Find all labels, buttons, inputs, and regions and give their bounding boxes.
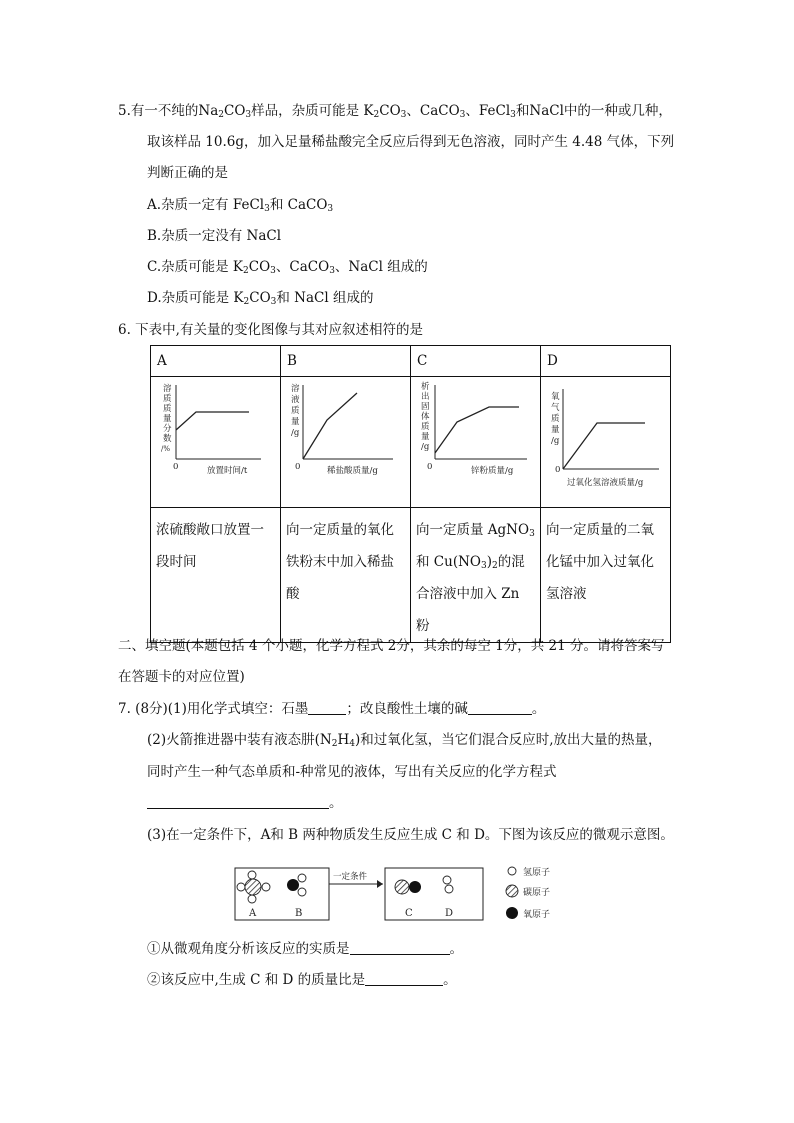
hydrogen-atom xyxy=(237,883,245,891)
graph-c-ylabel: 析 xyxy=(421,382,430,392)
q6-header-c: C xyxy=(411,346,541,377)
q5-option-a: A.杂质一定有 FeCl$_3$和 CaCO$_3$ xyxy=(147,197,334,214)
hydrogen-atom xyxy=(445,885,453,893)
graph-c-ylabel: 体 xyxy=(421,412,430,422)
graph-c-ylabel: 出 xyxy=(421,392,430,402)
q6-graph-b xyxy=(281,377,411,508)
graph-c-ylabel: 固 xyxy=(421,402,430,412)
graph-b-xlabel: 稀盐酸质量/g xyxy=(327,466,378,476)
q5-stem-line3: 判断正确的是 xyxy=(147,165,228,181)
graph-a-ylabel: 量 xyxy=(163,414,172,424)
legend-hydrogen-label: 氢原子 xyxy=(523,868,551,878)
q6-header-a: A xyxy=(151,346,281,377)
q6-graph-c xyxy=(411,377,541,508)
graph-a-ylabel: 质 xyxy=(163,404,172,414)
q6-desc-c: 向一定质量 AgNO$_3$和 $Cu(NO_3)_2$的混合溶液中加入 Zn 粉 xyxy=(411,508,541,643)
legend-oxygen-icon xyxy=(506,907,518,919)
graph-b-ylabel: 溶 xyxy=(291,384,300,394)
oxygen-atom xyxy=(287,879,299,891)
section2-heading-line2: 在答题卡的对应位置) xyxy=(118,669,245,685)
molecule-label-c: C xyxy=(405,908,413,919)
hydrogen-atom xyxy=(248,871,256,879)
q7-sub1: ①从微观角度分析该反应的实质是 。 xyxy=(147,941,463,957)
graph-a-curve xyxy=(176,412,249,430)
graph-b-svg xyxy=(281,377,410,503)
graph-a-svg xyxy=(151,377,280,503)
reaction-diagram xyxy=(225,860,585,928)
q7-line1: 7. (8分)(1)用化学式填空：石墨 ；改良酸性土壤的碱 。 xyxy=(118,701,546,717)
q6-graph-d xyxy=(541,377,671,508)
q6-header-b: B xyxy=(281,346,411,377)
molecule-label-d: D xyxy=(445,908,454,919)
carbon-atom xyxy=(245,879,261,895)
hydrogen-atom xyxy=(248,895,256,903)
q6-desc-a: 浓硫酸敞口放置一段时间 xyxy=(151,508,281,643)
molecule-label-b: B xyxy=(295,908,303,919)
graph-d-origin: 0 xyxy=(555,465,561,475)
q7-sub2: ②该反应中,生成 C 和 D 的质量比是 。 xyxy=(147,972,457,988)
graph-a-xlabel: 放置时间/t xyxy=(207,466,248,476)
q5-option-d: D.杂质可能是 $K_2CO_3$和 NaCl 组成的 xyxy=(147,290,374,307)
graph-c-ylabel: /g xyxy=(421,442,430,452)
q7-part3-stem: (3)在一定条件下，A和 B 两种物质发生反应生成 C 和 D。下图为该反应的微观示意图。 xyxy=(147,827,674,843)
reaction-condition: 一定条件 xyxy=(333,872,368,882)
section2-heading-line1: 二、填空题(本题包括 4 个小题，化学方程式 2分，其余的每空 1分，共 21 分。请将答案写 xyxy=(118,638,665,654)
graph-a-origin: 0 xyxy=(173,462,179,472)
graph-d-ylabel: 气 xyxy=(551,403,560,413)
answer-blank-base[interactable] xyxy=(468,701,532,715)
q7-part2-line2: 同时产生一种气态单质和-种常见的液体，写出有关反应的化学方程式 xyxy=(147,764,557,780)
graph-c-ylabel: 量 xyxy=(421,432,430,442)
graph-b-curve xyxy=(303,393,357,459)
graph-a-ylabel: /% xyxy=(161,445,171,453)
graph-c-xlabel: 锌粉质量/g xyxy=(471,466,514,476)
graph-b-origin: 0 xyxy=(295,462,301,472)
q6-graph-a xyxy=(151,377,281,508)
graph-d-ylabel: 氧 xyxy=(551,392,560,402)
graph-c-svg xyxy=(411,377,540,503)
graph-a-ylabel: 质 xyxy=(163,394,172,404)
answer-blank-essence[interactable] xyxy=(350,941,450,955)
graph-b-ylabel: /g xyxy=(291,428,300,438)
carbon-atom xyxy=(395,880,409,894)
answer-blank-graphite[interactable] xyxy=(308,701,346,715)
q6-desc-d: 向一定质量的二氧化锰中加入过氧化氢溶液 xyxy=(541,508,671,643)
q5-stem-line1: 5.有一不纯的$Na_2CO_3$样品，杂质可能是 $K_2CO_3$、CaCO$_3$、FeCl$_3$和NaCl中的一种或几种， xyxy=(118,103,672,120)
q5-option-c: C.杂质可能是 $K_2CO_3$、CaCO$_3$、NaCl 组成的 xyxy=(147,259,428,276)
graph-d-ylabel: /g xyxy=(551,436,560,446)
graph-d-xlabel: 过氧化氢溶液质量/g xyxy=(567,478,644,488)
hydrogen-atom xyxy=(298,874,306,882)
graph-b-ylabel: 液 xyxy=(291,395,300,405)
q6-table xyxy=(150,345,671,643)
oxygen-atom xyxy=(409,881,421,893)
graph-d-curve xyxy=(563,423,645,469)
legend-oxygen-label: 氧原子 xyxy=(523,910,551,920)
graph-c-curve xyxy=(435,407,519,453)
hydrogen-atom xyxy=(443,876,451,884)
legend-hydrogen-icon xyxy=(508,867,516,875)
graph-d-ylabel: 质 xyxy=(551,414,560,424)
hydrogen-atom xyxy=(298,888,306,896)
answer-blank-equation[interactable] xyxy=(147,795,329,809)
graph-d-ylabel: 量 xyxy=(551,425,560,435)
q7-part2-line1: (2)火箭推进器中装有液态肼$(N_2H_4)$和过氧化氢，当它们混合反应时,放出大量的热量， xyxy=(147,732,662,749)
q6-header-d: D xyxy=(541,346,671,377)
legend-carbon-label: 碳原子 xyxy=(523,888,551,898)
q5-option-b: B.杂质一定没有 NaCl xyxy=(147,228,282,244)
molecule-label-a: A xyxy=(249,908,257,919)
arrow-head xyxy=(377,880,383,888)
graph-a-ylabel: 溶 xyxy=(163,384,172,394)
graph-b-ylabel: 量 xyxy=(291,417,300,427)
graph-a-ylabel: 数 xyxy=(163,434,172,444)
hydrogen-atom xyxy=(262,883,270,891)
q7-part2-line3: 。 xyxy=(147,793,343,813)
graph-a-ylabel: 分 xyxy=(163,424,172,434)
legend-carbon-icon xyxy=(506,885,518,897)
graph-c-origin: 0 xyxy=(427,462,433,472)
q5-stem-line2: 取该样品 10.6g，加入足量稀盐酸完全反应后得到无色溶液，同时产生 4.48 气体，下列 xyxy=(147,134,675,150)
graph-d-svg xyxy=(541,377,670,503)
q6-stem: 6. 下表中,有关量的变化图像与其对应叙述相符的是 xyxy=(118,322,423,338)
q6-desc-b: 向一定质量的氧化铁粉末中加入稀盐酸 xyxy=(281,508,411,643)
graph-c-ylabel: 质 xyxy=(421,422,430,432)
graph-b-ylabel: 质 xyxy=(291,406,300,416)
answer-blank-mass-ratio[interactable] xyxy=(365,972,443,986)
